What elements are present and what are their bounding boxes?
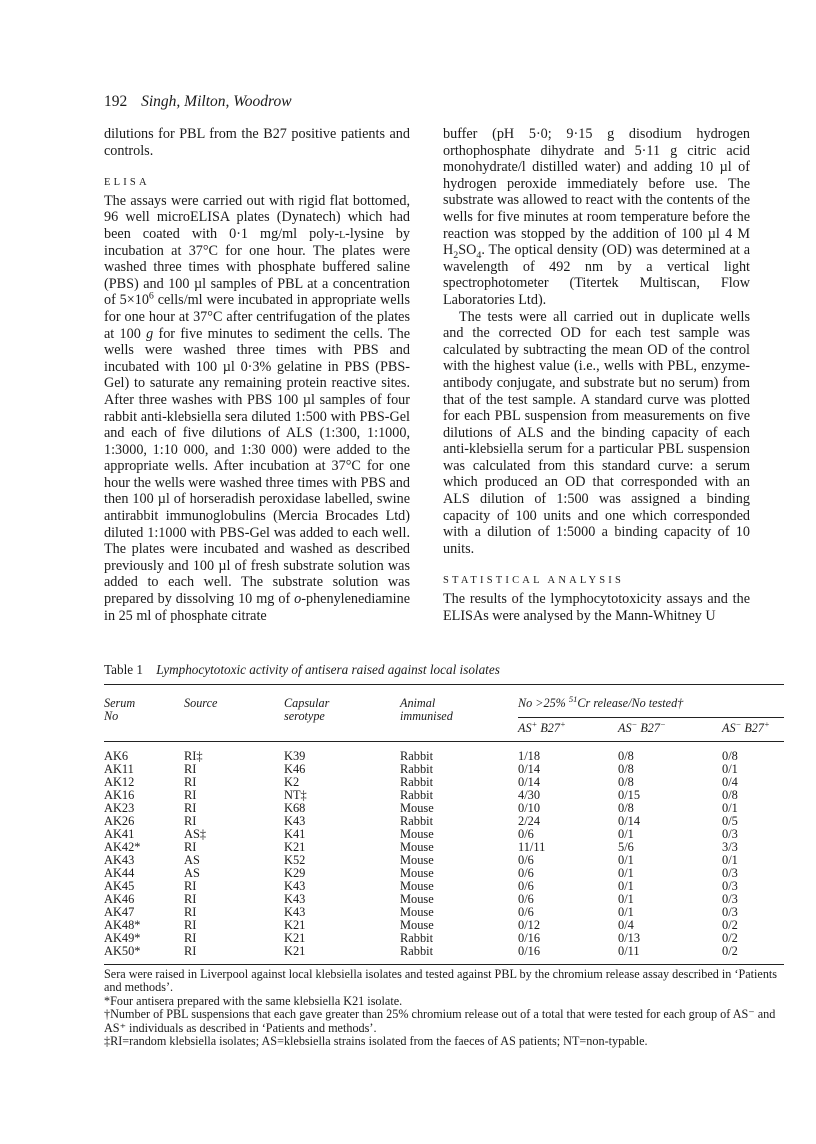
running-head-authors: Singh, Milton, Woodrow — [141, 93, 292, 110]
cell-capsular-serotype: K46 — [284, 762, 306, 776]
cell-source: AS — [184, 866, 200, 880]
cell-serum-no: AK43 — [104, 853, 135, 867]
cell-as-neg-b27-neg: 0/8 — [618, 801, 634, 815]
footnote: ‡RI=random klebsiella isolates; AS=klebsiella strains isolated from the faeces of AS patients; NT=non-typable. — [104, 1034, 648, 1049]
table-row — [104, 828, 784, 841]
cell-source: RI — [184, 905, 197, 919]
table-title: Lymphocytotoxic activity of antisera raised against local isolates — [156, 662, 500, 677]
header-serum-no: Serum No — [104, 696, 136, 723]
elisa-paragraph-continued: buffer (pH 5·0; 9·15 g disodium hydrogen orthophosphate dihydrate and 5·11 g citric acid monohydrate/l distilled water) and adding 10 µl of hydrogen peroxide immediately before use. The substrate was allowed to react with the contents of the wells for five minutes at room temperature before the reaction was stopped by the addition of 100 µl 4 M $H_2SO_4$. The optical density (OD) was determined at a wavelength of 492 nm by a vertical light spectrophotometer (Titertek Multiscan, Flow Laboratories Ltd). — [443, 126, 750, 308]
cell-animal-immunised: Rabbit — [400, 944, 434, 958]
cell-animal-immunised: Mouse — [400, 866, 434, 880]
cell-as-pos-b27-pos: 0/6 — [518, 866, 534, 880]
continuation-paragraph: dilutions for PBL from the B27 positive patients and controls. — [104, 126, 410, 159]
cell-capsular-serotype: K21 — [284, 931, 306, 945]
cell-source: RI — [184, 931, 197, 945]
cell-capsular-serotype: K43 — [284, 879, 306, 893]
cell-as-neg-b27-pos: 0/3 — [722, 892, 738, 906]
table-row — [104, 815, 784, 828]
cell-as-pos-b27-pos: 0/6 — [518, 905, 534, 919]
cell-as-neg-b27-neg: 0/1 — [618, 853, 634, 867]
cell-serum-no: AK16 — [104, 788, 135, 802]
cell-as-pos-b27-pos: 0/10 — [518, 801, 541, 815]
cell-as-neg-b27-pos: 3/3 — [722, 840, 738, 854]
cell-as-neg-b27-neg: 0/1 — [618, 905, 634, 919]
cell-as-neg-b27-pos: 0/3 — [722, 827, 738, 841]
cell-source: RI — [184, 775, 197, 789]
cell-serum-no: AK47 — [104, 905, 135, 919]
cell-as-neg-b27-neg: 0/4 — [618, 918, 634, 932]
cell-as-neg-b27-pos: 0/2 — [722, 918, 738, 932]
cell-as-neg-b27-neg: 0/8 — [618, 749, 634, 763]
cell-as-neg-b27-neg: 0/1 — [618, 892, 634, 906]
cell-as-pos-b27-pos: 0/6 — [518, 853, 534, 867]
cell-as-neg-b27-pos: 0/8 — [722, 788, 738, 802]
cell-animal-immunised: Rabbit — [400, 762, 434, 776]
cell-serum-no: AK45 — [104, 879, 135, 893]
cell-animal-immunised: Mouse — [400, 905, 434, 919]
cell-as-neg-b27-neg: 0/11 — [618, 944, 640, 958]
header-as-pos-b27-pos: AS+ B27+ — [518, 718, 566, 735]
cell-capsular-serotype: K21 — [284, 840, 306, 854]
section-heading-statistical-analysis: STATISTICAL ANALYSIS — [443, 575, 625, 587]
cell-serum-no: AK23 — [104, 801, 135, 815]
cell-source: RI — [184, 814, 197, 828]
table-footnotes — [104, 968, 786, 1048]
cell-source: RI‡ — [184, 749, 203, 763]
cell-serum-no: AK26 — [104, 814, 135, 828]
cell-as-neg-b27-neg: 5/6 — [618, 840, 634, 854]
cell-source: RI — [184, 840, 197, 854]
cell-serum-no: AK41 — [104, 827, 135, 841]
running-head — [104, 93, 292, 111]
cell-as-pos-b27-pos: 0/14 — [518, 775, 541, 789]
right-column — [443, 126, 750, 624]
header-as-neg-b27-pos: AS− B27+ — [722, 718, 770, 735]
cell-as-pos-b27-pos: 11/11 — [518, 840, 546, 854]
table-row — [104, 750, 784, 763]
cell-as-neg-b27-neg: 0/15 — [618, 788, 641, 802]
statistics-paragraph: The results of the lymphocytotoxicity assays and the ELISAs were analysed by the Mann-Whitney U — [443, 591, 750, 624]
cell-serum-no: AK6 — [104, 749, 129, 763]
cell-animal-immunised: Rabbit — [400, 775, 434, 789]
cell-as-neg-b27-pos: 0/3 — [722, 905, 738, 919]
cell-capsular-serotype: K39 — [284, 749, 306, 763]
table-row — [104, 841, 784, 854]
cell-source: AS‡ — [184, 827, 207, 841]
cell-as-neg-b27-pos: 0/1 — [722, 801, 738, 815]
cell-capsular-serotype: NT‡ — [284, 788, 307, 802]
cell-serum-no: AK48* — [104, 918, 141, 932]
cell-as-pos-b27-pos: 2/24 — [518, 814, 541, 828]
cell-as-pos-b27-pos: 0/16 — [518, 931, 541, 945]
header-as-neg-b27-neg: AS− B27− — [618, 718, 666, 735]
cell-capsular-serotype: K43 — [284, 905, 306, 919]
table-row — [104, 802, 784, 815]
cell-as-pos-b27-pos: 0/12 — [518, 918, 541, 932]
table-row — [104, 763, 784, 776]
cell-animal-immunised: Mouse — [400, 918, 434, 932]
cell-capsular-serotype: K21 — [284, 918, 306, 932]
cell-as-neg-b27-neg: 0/1 — [618, 866, 634, 880]
footnote: *Four antisera prepared with the same klebsiella K21 isolate. — [104, 993, 403, 1008]
footnote: †Number of PBL suspensions that each gave greater than 25% chromium release out of a total that were tested for each group of AS⁻ and AS⁺ individuals as described in ‘Patients and methods’. — [104, 1007, 776, 1035]
cell-as-pos-b27-pos: 0/6 — [518, 827, 534, 841]
cell-capsular-serotype: K29 — [284, 866, 306, 880]
cell-as-pos-b27-pos: 0/6 — [518, 892, 534, 906]
table-row — [104, 919, 784, 932]
group-header-rule — [518, 717, 784, 718]
table-row — [104, 854, 784, 867]
header-release-group: No >25% $^{51}$Cr release/No tested† — [518, 693, 684, 710]
od-calculation-paragraph: The tests were all carried out in duplicate wells and the corrected OD for each test sample was calculated by subtracting the mean OD of the control with the highest value (i.e., wells with PBL, enzyme-antibody conjugate, and substrate but no serum) from that of the test sample. A standard curve was plotted for each PBL suspension from measurements on five dilutions of ALS and the binding capacity of each anti-klebsiella serum for a particular PBL suspension was calculated from this standard curve: a serum which produced an OD that corresponded with an ALS dilution of 1:500 was assigned a binding capacity of 100 units and one which corresponded with a dilution of 1:5000 a binding capacity of 10 units. — [443, 308, 750, 557]
cell-animal-immunised: Rabbit — [400, 788, 434, 802]
cell-as-neg-b27-pos: 0/3 — [722, 866, 738, 880]
cell-animal-immunised: Mouse — [400, 801, 434, 815]
table-header-rule — [104, 741, 784, 742]
cell-as-pos-b27-pos: 0/16 — [518, 944, 541, 958]
table-row — [104, 880, 784, 893]
cell-animal-immunised: Rabbit — [400, 814, 434, 828]
cell-serum-no: AK42* — [104, 840, 141, 854]
header-source: Source — [184, 696, 218, 710]
cell-as-neg-b27-pos: 0/1 — [722, 853, 738, 867]
table-label: Table 1 — [104, 662, 143, 677]
cell-as-neg-b27-neg: 0/1 — [618, 879, 634, 893]
cell-as-pos-b27-pos: 1/18 — [518, 749, 541, 763]
cell-as-neg-b27-pos: 0/5 — [722, 814, 738, 828]
table-row — [104, 789, 784, 802]
cell-as-neg-b27-pos: 0/3 — [722, 879, 738, 893]
cell-serum-no: AK12 — [104, 775, 135, 789]
cell-capsular-serotype: K21 — [284, 944, 306, 958]
section-heading-elisa: ELISA — [104, 177, 150, 189]
cell-source: RI — [184, 762, 197, 776]
table-caption — [104, 662, 500, 678]
table-bottom-rule — [104, 964, 784, 965]
cell-animal-immunised: Mouse — [400, 827, 434, 841]
table-row — [104, 945, 784, 958]
table-top-rule — [104, 684, 784, 685]
cell-as-pos-b27-pos: 0/6 — [518, 879, 534, 893]
table-row — [104, 867, 784, 880]
elisa-paragraph: The assays were carried out with rigid flat bottomed, 96 well microELISA plates (Dynatech) which had been coated with 0·1 mg/ml poly-l-lysine by incubation at 37°C for one hour. The plates were washed three times with phosphate buffered saline (PBS) and 100 µl samples of PBL at a concentration of $5\times 10^6$ cells/ml were incubated in appropriate wells for one hour at 37°C after centrifugation of the plates at 100 g for five minutes to sediment the cells. The wells were washed three times with PBS and incubated with 100 µl 0·3% gelatine in PBS (PBS-Gel) to saturate any remaining protein reactive sites. After three washes with PBS 100 µl samples of four rabbit anti-klebsiella sera diluted 1:500 with PBS-Gel and each of five dilutions of ALS (1:300, 1:1000, 1:3000, 1:10 000, and 1:30 000) were added to the appropriate wells. After incubation at 37°C for one hour the wells were washed three times with PBS and then 100 µl of horseradish peroxidase labelled, swine antirabbit immunoglobulins (Mercia Brocades Ltd) diluted 1:1000 with PBS-Gel was added to each well. The plates were incubated and washed as described previously and 100 µl of fresh substrate solution was added to each well. The substrate solution was prepared by dissolving 10 mg of o-phenylenediamine in 25 ml of phosphate citrate — [104, 192, 410, 624]
cell-capsular-serotype: K43 — [284, 814, 306, 828]
left-column — [104, 126, 410, 624]
cell-source: AS — [184, 853, 200, 867]
cell-serum-no: AK50* — [104, 944, 141, 958]
cell-serum-no: AK44 — [104, 866, 135, 880]
cell-as-neg-b27-neg: 0/14 — [618, 814, 641, 828]
cell-serum-no: AK11 — [104, 762, 134, 776]
table-row — [104, 932, 784, 945]
cell-as-neg-b27-pos: 0/2 — [722, 944, 738, 958]
cell-source: RI — [184, 944, 197, 958]
cell-capsular-serotype: K52 — [284, 853, 306, 867]
cell-animal-immunised: Mouse — [400, 892, 434, 906]
cell-as-neg-b27-neg: 0/1 — [618, 827, 634, 841]
cell-animal-immunised: Rabbit — [400, 749, 434, 763]
cell-capsular-serotype: K68 — [284, 801, 306, 815]
cell-animal-immunised: Mouse — [400, 853, 434, 867]
cell-as-neg-b27-pos: 0/2 — [722, 931, 738, 945]
footnote: Sera were raised in Liverpool against local klebsiella isolates and tested against PBL by the chromium release assay described in ‘Patients and methods’. — [104, 967, 778, 995]
cell-as-neg-b27-pos: 0/4 — [722, 775, 738, 789]
cell-source: RI — [184, 918, 197, 932]
cell-as-pos-b27-pos: 0/14 — [518, 762, 541, 776]
header-animal-immunised: Animal immunised — [400, 696, 453, 723]
cell-animal-immunised: Mouse — [400, 840, 434, 854]
cell-source: RI — [184, 892, 197, 906]
table-row — [104, 893, 784, 906]
cell-animal-immunised: Rabbit — [400, 931, 434, 945]
cell-as-pos-b27-pos: 4/30 — [518, 788, 541, 802]
cell-as-neg-b27-neg: 0/8 — [618, 762, 634, 776]
cell-capsular-serotype: K41 — [284, 827, 306, 841]
cell-as-neg-b27-pos: 0/1 — [722, 762, 738, 776]
page-number: 192 — [104, 93, 128, 110]
cell-capsular-serotype: K43 — [284, 892, 306, 906]
cell-capsular-serotype: K2 — [284, 775, 300, 789]
cell-source: RI — [184, 879, 197, 893]
cell-source: RI — [184, 788, 197, 802]
cell-source: RI — [184, 801, 197, 815]
cell-as-neg-b27-neg: 0/13 — [618, 931, 641, 945]
cell-as-neg-b27-pos: 0/8 — [722, 749, 738, 763]
table-row — [104, 906, 784, 919]
cell-animal-immunised: Mouse — [400, 879, 434, 893]
header-capsular-serotype: Capsular serotype — [284, 696, 330, 723]
table-row — [104, 776, 784, 789]
cell-as-neg-b27-neg: 0/8 — [618, 775, 634, 789]
cell-serum-no: AK49* — [104, 931, 141, 945]
cell-serum-no: AK46 — [104, 892, 135, 906]
